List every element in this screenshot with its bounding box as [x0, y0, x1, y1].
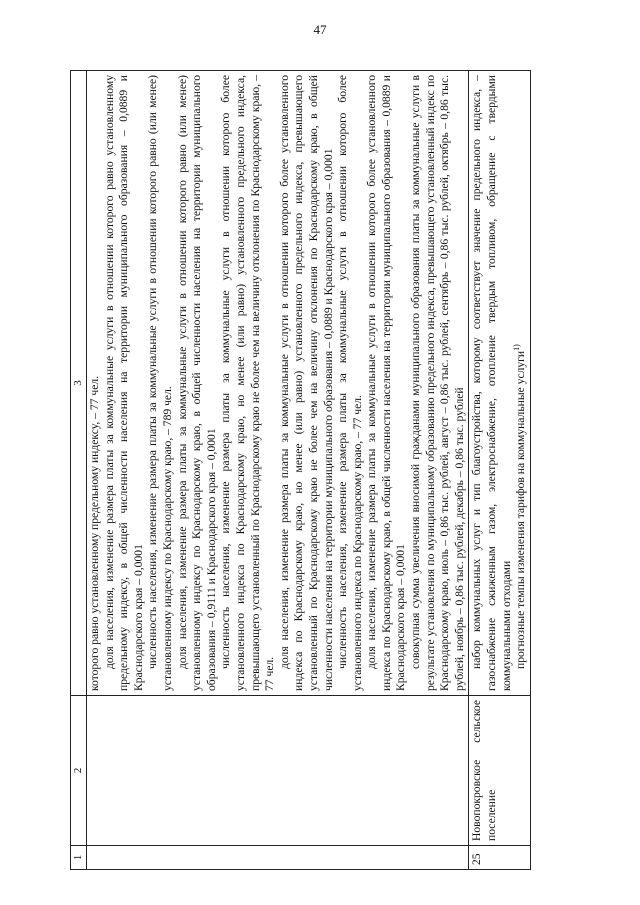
indicator-text: которого равно установленному предельному индексу, – 77 чел.	[88, 375, 101, 691]
indicators-cell	[469, 71, 530, 696]
index-table	[70, 70, 531, 870]
row-number-cell	[87, 846, 469, 870]
indicator-label: прогнозные темпы изменения тарифов на коммунальные услуги	[514, 350, 528, 669]
settlement-name-cell	[87, 696, 469, 846]
rotated-page-content	[70, 70, 570, 870]
indicator-text: доля населения, изменение размера платы за коммунальные услуги в отношении которого равно установленному предельному индексу, в общей численности населения на территории муниципального образования – 0,0889 и Краснодарского края – 0,0001	[102, 75, 145, 691]
indicator-text	[514, 75, 529, 691]
table-row-25	[469, 71, 530, 870]
indicator-text: доля населения, изменение размера платы за коммунальные услуги в отношении которого более установленного индекса по Краснодарскому краю, но менее (или равно) установленного предельного индекса, превышающего установленный по Краснодарскому краю не более чем на величину отклонения по Краснодарскому краю, в общей численности населения на территории муниципального образования – 0,0889 и Краснодарского края – 0,0001	[277, 75, 335, 691]
header-col-1: 1	[71, 846, 87, 870]
indicator-text: доля населения, изменение размера платы за коммунальные услуги в отношении которого более установленного индекса по Краснодарскому краю, в общей численности населения на территории муниципального образования – 0,0889 и Краснодарского края – 0,0001	[365, 75, 408, 691]
header-col-2: 2	[71, 696, 87, 846]
indicator-text: набор коммунальных услуг и тип благоустройства, которому соответствует значение предельного индекса, – газоснабжение сжиженным газом, электроснабжение, отопление твердым топливом, обращение с твердыми коммунальными отходами	[470, 75, 513, 691]
indicator-text: численность населения, изменение размера платы за коммунальные услуги в отношении которого более установленного индекса по Краснодарскому краю, – 77 чел.	[336, 75, 364, 691]
rotated-table-area	[70, 70, 570, 870]
table-row-continued	[87, 71, 469, 870]
indicator-text: совокупная сумма увеличения вносимой гражданами муниципального образования платы за коммунальные услуги в результате установления по муниципальному образованию предельного индекса, превышающего установленный индекс по Краснодарскому краю, июль – 0,86 тыс. рублей, август – 0,86 тыс. рублей, сентябрь – 0,86 тыс. рублей, октябрь – 0,86 тыс. рублей, ноябрь – 0,86 тыс. рублей, декабрь – 0,86 тыс. рублей	[409, 75, 466, 691]
indicators-cell	[87, 71, 469, 696]
settlement-name-cell: Новопокровское сельское поселение	[469, 696, 530, 846]
indicator-text: доля населения, изменение размера платы за коммунальные услуги в отношении которого равно (или менее) установленному индексу по Краснодарскому краю, в общей численности населения на территории муниципального образования – 0,9111 и Краснодарского края – 0,0001	[175, 75, 218, 691]
page-number: 47	[313, 22, 327, 37]
row-number-cell: 25	[469, 846, 530, 870]
indicator-text: численность населения, изменение размера платы за коммунальные услуги в отношении которого равно (или менее) установленному индексу по Краснодарскому краю, – 789 чел.	[146, 75, 174, 691]
header-col-3: 3	[71, 71, 87, 696]
table-header-row	[71, 71, 87, 870]
indicator-text: численность населения, изменение размера платы за коммунальные услуги в отношении которого более установленного индекса по Краснодарскому краю, но менее (или равно) установленного предельного индекса, превышающего установленный по Краснодарскому краю не более чем на величину отклонения по Краснодарскому краю, – 77 чел.	[219, 75, 277, 691]
footnote-mark: 1)	[512, 344, 522, 351]
